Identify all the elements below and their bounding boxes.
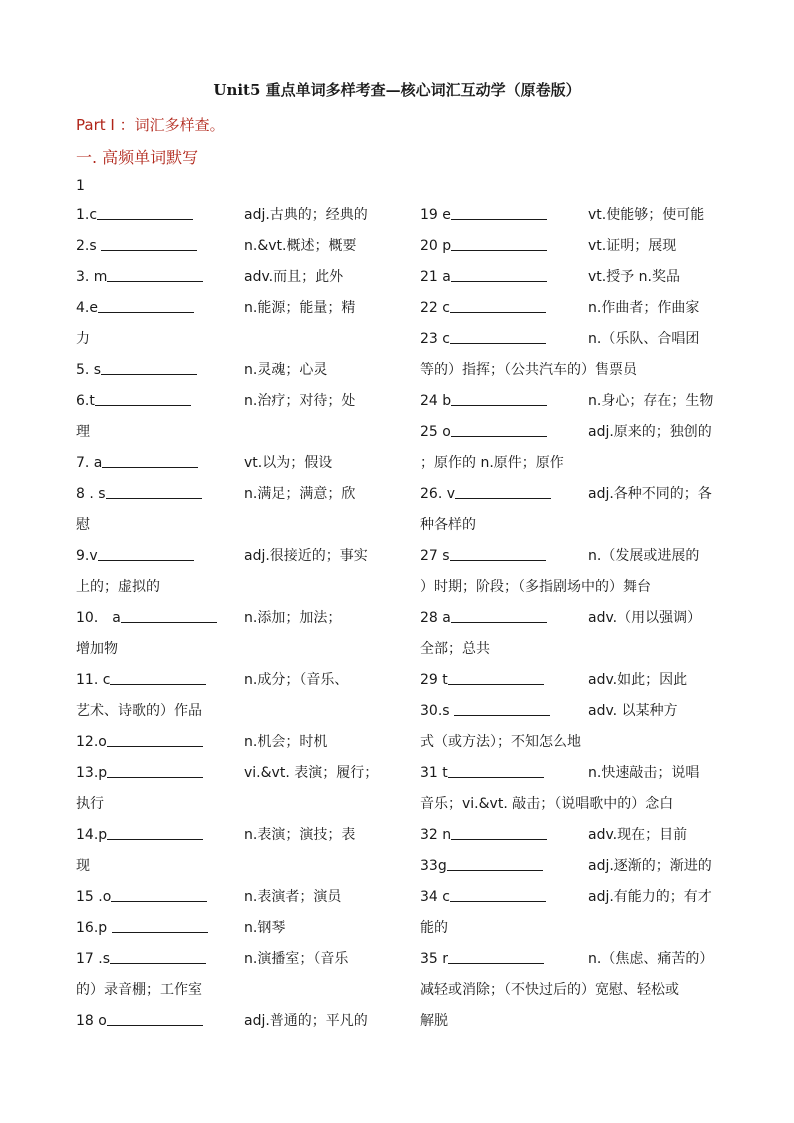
word-prompt bbox=[420, 820, 547, 851]
word-definition: n.（发展或进展的 bbox=[588, 548, 700, 564]
vocab-line bbox=[76, 1006, 376, 1037]
answer-blank[interactable] bbox=[451, 825, 547, 840]
definition-continuation: 执行 bbox=[76, 796, 104, 812]
vocab-line bbox=[420, 417, 720, 448]
word-prompt bbox=[420, 665, 544, 696]
word-initial: 5. s bbox=[76, 362, 102, 378]
answer-blank[interactable] bbox=[451, 267, 547, 282]
definition-continuation: 减轻或消除；（不快过后的）宽慰、轻松或 bbox=[420, 982, 679, 998]
answer-blank[interactable] bbox=[110, 670, 206, 685]
word-prompt bbox=[76, 913, 208, 944]
word-definition: n.治疗；对待；处 bbox=[244, 393, 356, 409]
right-column bbox=[420, 200, 720, 1037]
word-prompt bbox=[76, 820, 203, 851]
answer-blank[interactable] bbox=[448, 763, 544, 778]
vocab-line bbox=[420, 789, 720, 820]
vocab-line bbox=[420, 820, 720, 851]
word-initial: 13.p bbox=[76, 765, 108, 781]
word-prompt bbox=[420, 541, 546, 572]
answer-blank[interactable] bbox=[101, 360, 197, 375]
word-definition: adj.普通的；平凡的 bbox=[244, 1013, 368, 1029]
definition-continuation: 增加物 bbox=[76, 641, 118, 657]
word-initial: 29 t bbox=[420, 672, 448, 688]
vocab-line bbox=[76, 789, 376, 820]
vocab-line bbox=[76, 944, 376, 975]
vocab-line bbox=[420, 758, 720, 789]
definition-continuation: 等的）指挥；（公共汽车的）售票员 bbox=[420, 362, 637, 378]
section-title: 一. 高频单词默写 bbox=[76, 148, 199, 167]
word-initial: 28 a bbox=[420, 610, 451, 626]
answer-blank[interactable] bbox=[111, 887, 207, 902]
definition-continuation: 力 bbox=[76, 331, 90, 347]
definition-continuation: 艺术、诗歌的）作品 bbox=[76, 703, 202, 719]
word-definition: n.作曲者；作曲家 bbox=[588, 300, 700, 316]
word-prompt bbox=[420, 603, 547, 634]
word-initial: 24 b bbox=[420, 393, 452, 409]
vocab-line bbox=[76, 293, 376, 324]
word-definition: n.演播室；（音乐 bbox=[244, 951, 349, 967]
answer-blank[interactable] bbox=[97, 205, 193, 220]
answer-blank[interactable] bbox=[451, 205, 547, 220]
word-initial: 3. m bbox=[76, 269, 108, 285]
definition-continuation: 现 bbox=[76, 858, 90, 874]
word-initial: 10． a bbox=[76, 610, 121, 626]
definition-continuation: 全部；总共 bbox=[420, 641, 490, 657]
word-definition: n.满足；满意；欣 bbox=[244, 486, 356, 502]
word-prompt bbox=[76, 944, 206, 975]
word-initial: 26. v bbox=[420, 486, 455, 502]
word-definition: adj.古典的；经典的 bbox=[244, 207, 368, 223]
word-prompt bbox=[76, 1006, 203, 1037]
vocab-line bbox=[420, 851, 720, 882]
vocab-line bbox=[420, 634, 720, 665]
vocab-line bbox=[76, 262, 376, 293]
word-initial: 4.e bbox=[76, 300, 98, 316]
vocab-line bbox=[420, 262, 720, 293]
answer-blank[interactable] bbox=[98, 546, 194, 561]
word-prompt bbox=[420, 262, 547, 293]
word-initial: 2.s bbox=[76, 238, 102, 254]
definition-continuation: 的）录音棚；工作室 bbox=[76, 982, 202, 998]
word-initial: 23 c bbox=[420, 331, 450, 347]
vocab-line bbox=[76, 355, 376, 386]
word-definition: n.（焦虑、痛苦的） bbox=[588, 951, 714, 967]
answer-blank[interactable] bbox=[450, 298, 546, 313]
vocab-line bbox=[420, 386, 720, 417]
word-prompt bbox=[76, 293, 194, 324]
answer-blank[interactable] bbox=[451, 608, 547, 623]
definition-continuation: ；原作的 n.原件；原作 bbox=[420, 455, 564, 471]
answer-blank[interactable] bbox=[450, 329, 546, 344]
word-prompt bbox=[76, 200, 193, 231]
word-initial: 16.p bbox=[76, 920, 112, 936]
word-initial: 9.v bbox=[76, 548, 98, 564]
vocab-line bbox=[76, 324, 376, 355]
vocab-line bbox=[420, 1006, 720, 1037]
word-prompt bbox=[420, 293, 546, 324]
definition-continuation: ）时期；阶段；（多指剧场中的）舞台 bbox=[420, 579, 651, 595]
part-label: Part I ：词汇多样查。 bbox=[76, 116, 225, 134]
word-prompt bbox=[420, 231, 547, 262]
answer-blank[interactable] bbox=[107, 1011, 203, 1026]
answer-blank[interactable] bbox=[448, 670, 544, 685]
word-definition: adj.各种不同的；各 bbox=[588, 486, 712, 502]
word-prompt bbox=[420, 324, 546, 355]
answer-blank[interactable] bbox=[450, 887, 546, 902]
word-definition: vt.授予 n.奖品 bbox=[588, 269, 680, 285]
vocab-line bbox=[420, 293, 720, 324]
word-definition: n.表演者；演员 bbox=[244, 889, 342, 905]
answer-blank[interactable] bbox=[95, 391, 191, 406]
answer-blank[interactable] bbox=[101, 236, 197, 251]
vocab-line bbox=[420, 696, 720, 727]
word-definition: adv. 以某种方 bbox=[588, 703, 678, 719]
definition-continuation: 慰 bbox=[76, 517, 90, 533]
word-initial: 17 .s bbox=[76, 951, 111, 967]
answer-blank[interactable] bbox=[107, 267, 203, 282]
answer-blank[interactable] bbox=[107, 825, 203, 840]
word-definition: n.（乐队、合唱团 bbox=[588, 331, 700, 347]
vocab-line bbox=[420, 200, 720, 231]
vocab-line bbox=[420, 882, 720, 913]
answer-blank[interactable] bbox=[451, 391, 547, 406]
vocab-line bbox=[76, 758, 379, 789]
vocab-line bbox=[420, 448, 720, 479]
word-initial: 35 r bbox=[420, 951, 449, 967]
word-prompt bbox=[76, 262, 203, 293]
word-initial: 34 c bbox=[420, 889, 450, 905]
vocab-line bbox=[420, 727, 720, 758]
vocab-line bbox=[420, 510, 720, 541]
word-definition: n.身心；存在；生物 bbox=[588, 393, 714, 409]
word-initial: 18 o bbox=[76, 1013, 107, 1029]
vocab-line bbox=[420, 944, 720, 975]
word-definition: adv.如此；因此 bbox=[588, 672, 688, 688]
vocab-line bbox=[76, 200, 376, 231]
word-definition: n.成分；（音乐、 bbox=[244, 672, 349, 688]
word-prompt bbox=[76, 727, 203, 758]
vocab-line bbox=[76, 510, 376, 541]
page-title: Unit5 重点单词多样考查—核心词汇互动学（原卷版） bbox=[213, 81, 581, 99]
answer-blank[interactable] bbox=[450, 546, 546, 561]
definition-continuation: 种各样的 bbox=[420, 517, 476, 533]
word-definition: vt.以为；假设 bbox=[244, 455, 333, 471]
answer-blank[interactable] bbox=[102, 453, 198, 468]
word-initial: 11. c bbox=[76, 672, 111, 688]
definition-continuation: 解脱 bbox=[420, 1013, 448, 1029]
word-definition: n.机会；时机 bbox=[244, 734, 328, 750]
word-prompt bbox=[76, 882, 207, 913]
vocab-line bbox=[76, 851, 376, 882]
word-prompt bbox=[76, 355, 197, 386]
vocab-line bbox=[420, 603, 720, 634]
vocab-line bbox=[76, 913, 376, 944]
word-definition: n.添加；加法； bbox=[244, 610, 342, 626]
vocab-line bbox=[76, 572, 376, 603]
word-definition: n.快速敲击；说唱 bbox=[588, 765, 700, 781]
vocab-line bbox=[76, 603, 376, 634]
word-prompt bbox=[420, 758, 544, 789]
word-definition: n.&vt.概述；概要 bbox=[244, 238, 357, 254]
answer-blank[interactable] bbox=[110, 949, 206, 964]
definition-continuation: 上的；虚拟的 bbox=[76, 579, 160, 595]
vocab-line bbox=[420, 324, 720, 355]
answer-blank[interactable] bbox=[448, 949, 544, 964]
word-initial: 31 t bbox=[420, 765, 448, 781]
vocab-line bbox=[76, 882, 376, 913]
word-definition: vi.&vt. 表演；履行； bbox=[244, 765, 379, 781]
word-definition: n.钢琴 bbox=[244, 920, 286, 936]
vocab-line bbox=[76, 820, 376, 851]
word-prompt bbox=[76, 758, 203, 789]
word-prompt bbox=[76, 665, 206, 696]
word-prompt bbox=[76, 603, 217, 634]
word-prompt bbox=[420, 882, 546, 913]
word-definition: vt.使能够；使可能 bbox=[588, 207, 705, 223]
answer-blank[interactable] bbox=[447, 856, 543, 871]
word-initial: 30.s bbox=[420, 703, 455, 719]
vocab-line bbox=[76, 975, 376, 1006]
vocab-line bbox=[420, 913, 720, 944]
answer-blank[interactable] bbox=[451, 236, 547, 251]
vocab-line bbox=[76, 665, 376, 696]
answer-blank[interactable] bbox=[451, 422, 547, 437]
word-initial: 7. a bbox=[76, 455, 103, 471]
definition-continuation: 音乐；vi.&vt. 敲击；（说唱歌中的）念白 bbox=[420, 796, 674, 812]
word-definition: adj.有能力的；有才 bbox=[588, 889, 712, 905]
word-prompt bbox=[420, 417, 547, 448]
definition-continuation: 式（或方法）；不知怎么地 bbox=[420, 734, 581, 750]
word-initial: 19 e bbox=[420, 207, 451, 223]
vocab-line bbox=[76, 417, 376, 448]
word-prompt bbox=[76, 231, 197, 262]
word-initial: 14.p bbox=[76, 827, 108, 843]
vocab-line bbox=[76, 448, 376, 479]
word-prompt bbox=[420, 200, 547, 231]
answer-blank[interactable] bbox=[106, 484, 202, 499]
vocab-line bbox=[420, 355, 720, 386]
word-prompt bbox=[76, 541, 194, 572]
answer-blank[interactable] bbox=[454, 701, 550, 716]
answer-blank[interactable] bbox=[112, 918, 208, 933]
word-initial: 20 p bbox=[420, 238, 452, 254]
word-initial: 27 s bbox=[420, 548, 450, 564]
answer-blank[interactable] bbox=[107, 732, 203, 747]
word-prompt bbox=[420, 386, 547, 417]
word-prompt bbox=[420, 944, 544, 975]
answer-blank[interactable] bbox=[107, 763, 203, 778]
vocab-line bbox=[76, 231, 376, 262]
vocab-line bbox=[76, 386, 376, 417]
word-initial: 21 a bbox=[420, 269, 451, 285]
vocab-line bbox=[76, 696, 376, 727]
vocab-line bbox=[420, 479, 720, 510]
word-initial: 33g bbox=[420, 858, 447, 874]
vocab-line bbox=[420, 665, 720, 696]
vocab-line bbox=[76, 541, 376, 572]
word-prompt bbox=[420, 851, 543, 882]
vocab-line bbox=[420, 231, 720, 262]
word-initial: 1.c bbox=[76, 207, 98, 223]
vocab-line bbox=[76, 634, 376, 665]
word-prompt bbox=[420, 479, 551, 510]
vocab-line bbox=[76, 727, 376, 758]
word-definition: adj.逐渐的；渐进的 bbox=[588, 858, 712, 874]
definition-continuation: 能的 bbox=[420, 920, 448, 936]
word-prompt bbox=[76, 479, 202, 510]
vocab-line bbox=[420, 572, 720, 603]
word-definition: adj.很接近的；事实 bbox=[244, 548, 368, 564]
definition-continuation: 理 bbox=[76, 424, 90, 440]
word-definition: adv.而且；此外 bbox=[244, 269, 344, 285]
answer-blank[interactable] bbox=[455, 484, 551, 499]
word-definition: adv.（用以强调） bbox=[588, 610, 702, 626]
word-prompt bbox=[420, 696, 550, 727]
word-initial: 6.t bbox=[76, 393, 95, 409]
answer-blank[interactable] bbox=[98, 298, 194, 313]
vocab-line bbox=[420, 975, 720, 1006]
word-prompt bbox=[76, 448, 198, 479]
left-column bbox=[76, 200, 379, 1037]
word-definition: n.灵魂；心灵 bbox=[244, 362, 328, 378]
word-initial: 32 n bbox=[420, 827, 452, 843]
word-initial: 25 o bbox=[420, 424, 451, 440]
group-number: 1 bbox=[76, 178, 85, 194]
word-initial: 15 .o bbox=[76, 889, 112, 905]
word-initial: 22 c bbox=[420, 300, 450, 316]
word-definition: n.能源；能量；精 bbox=[244, 300, 356, 316]
answer-blank[interactable] bbox=[121, 608, 217, 623]
word-definition: vt.证明；展现 bbox=[588, 238, 677, 254]
word-definition: n.表演；演技；表 bbox=[244, 827, 356, 843]
word-prompt bbox=[76, 386, 191, 417]
word-definition: adv.现在；目前 bbox=[588, 827, 688, 843]
vocab-line bbox=[76, 479, 376, 510]
word-initial: 8 . s bbox=[76, 486, 106, 502]
vocab-line bbox=[420, 541, 720, 572]
word-definition: adj.原来的；独创的 bbox=[588, 424, 712, 440]
word-initial: 12.o bbox=[76, 734, 107, 750]
